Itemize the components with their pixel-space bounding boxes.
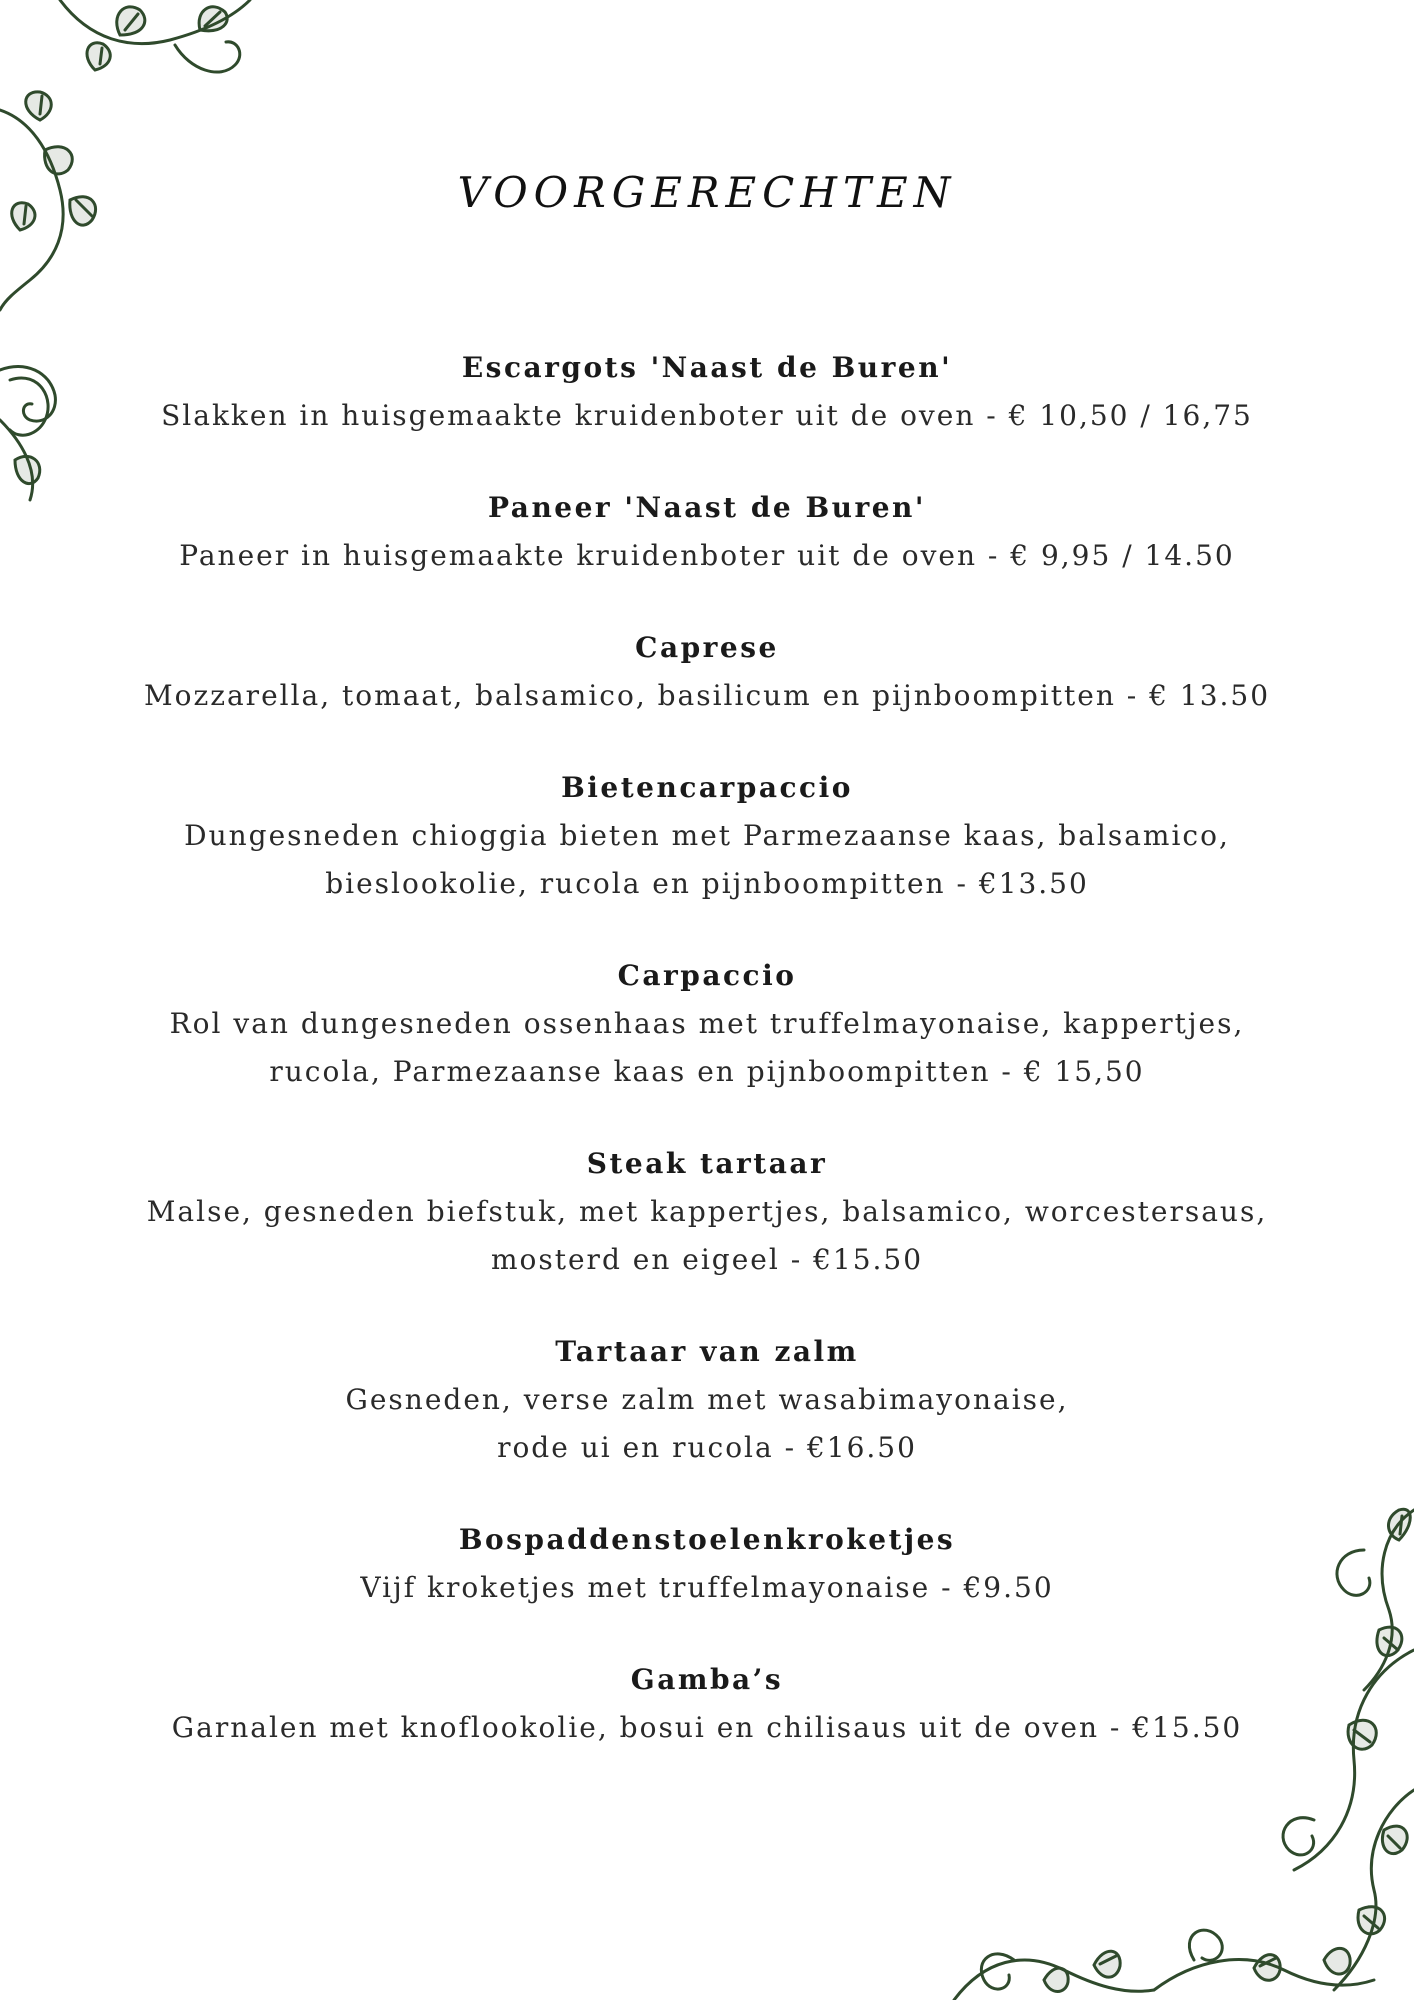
menu-item-description bbox=[0, 1564, 1414, 1612]
menu-item bbox=[0, 1516, 1414, 1612]
menu-item-description-line: Rol van dungesneden ossenhaas met truffelmayonaise, kappertjes, bbox=[169, 1007, 1245, 1040]
menu-item-name: Caprese bbox=[635, 631, 779, 664]
menu-item-description-line: Vijf kroketjes met truffelmayonaise - €9.50 bbox=[360, 1571, 1054, 1604]
menu-item-description bbox=[0, 532, 1414, 580]
page-title: VOORGERECHTEN bbox=[457, 168, 957, 217]
menu-item-description-line: Gesneden, verse zalm met wasabimayonaise, bbox=[345, 1383, 1069, 1416]
menu-item-description-line: rode ui en rucola - €16.50 bbox=[497, 1431, 917, 1464]
menu-item-name: Escargots 'Naast de Buren' bbox=[461, 351, 953, 384]
menu-item-name: Bospaddenstoelenkroketjes bbox=[458, 1523, 956, 1556]
menu-item-name: Steak tartaar bbox=[586, 1147, 828, 1180]
menu-item bbox=[0, 344, 1414, 440]
menu-item-description bbox=[0, 672, 1414, 720]
menu-item bbox=[0, 484, 1414, 580]
menu-item-description-line: bieslookolie, rucola en pijnboompitten - €13.50 bbox=[325, 867, 1089, 900]
menu-item-description-line: mosterd en eigeel - €15.50 bbox=[490, 1243, 924, 1276]
menu-item-name: Tartaar van zalm bbox=[555, 1335, 859, 1368]
menu-item-description-line: Slakken in huisgemaakte kruidenboter uit de oven - € 10,50 / 16,75 bbox=[161, 399, 1253, 432]
menu-item-description bbox=[0, 812, 1414, 908]
menu-item bbox=[0, 952, 1414, 1096]
menu-item-description-line: Paneer in huisgemaakte kruidenboter uit de oven - € 9,95 / 14.50 bbox=[179, 539, 1235, 572]
menu-item-name: Paneer 'Naast de Buren' bbox=[488, 491, 926, 524]
menu-item-description bbox=[0, 1188, 1414, 1284]
menu-item-description bbox=[0, 1376, 1414, 1472]
menu-item-description bbox=[0, 392, 1414, 440]
menu-item-description-line: Dungesneden chioggia bieten met Parmezaanse kaas, balsamico, bbox=[184, 819, 1230, 852]
menu-list bbox=[0, 344, 1414, 1796]
menu-item-name: Bietencarpaccio bbox=[561, 771, 853, 804]
menu-item-description bbox=[0, 1000, 1414, 1096]
menu-item-description-line: Garnalen met knoflookolie, bosui en chilisaus uit de oven - €15.50 bbox=[171, 1711, 1243, 1744]
menu-item bbox=[0, 1328, 1414, 1472]
menu-item bbox=[0, 624, 1414, 720]
menu-item-description bbox=[0, 1704, 1414, 1752]
menu-item bbox=[0, 1656, 1414, 1752]
menu-item-name: Gamba’s bbox=[630, 1663, 784, 1696]
menu-item-description-line: rucola, Parmezaanse kaas en pijnboompitten - € 15,50 bbox=[269, 1055, 1145, 1088]
menu-item-description-line: Mozzarella, tomaat, balsamico, basilicum en pijnboompitten - € 13.50 bbox=[143, 679, 1271, 712]
menu-item-name: Carpaccio bbox=[617, 959, 797, 992]
menu-item bbox=[0, 1140, 1414, 1284]
menu-item bbox=[0, 764, 1414, 908]
menu-item-description-line: Malse, gesneden biefstuk, met kappertjes, balsamico, worcestersaus, bbox=[146, 1195, 1268, 1228]
